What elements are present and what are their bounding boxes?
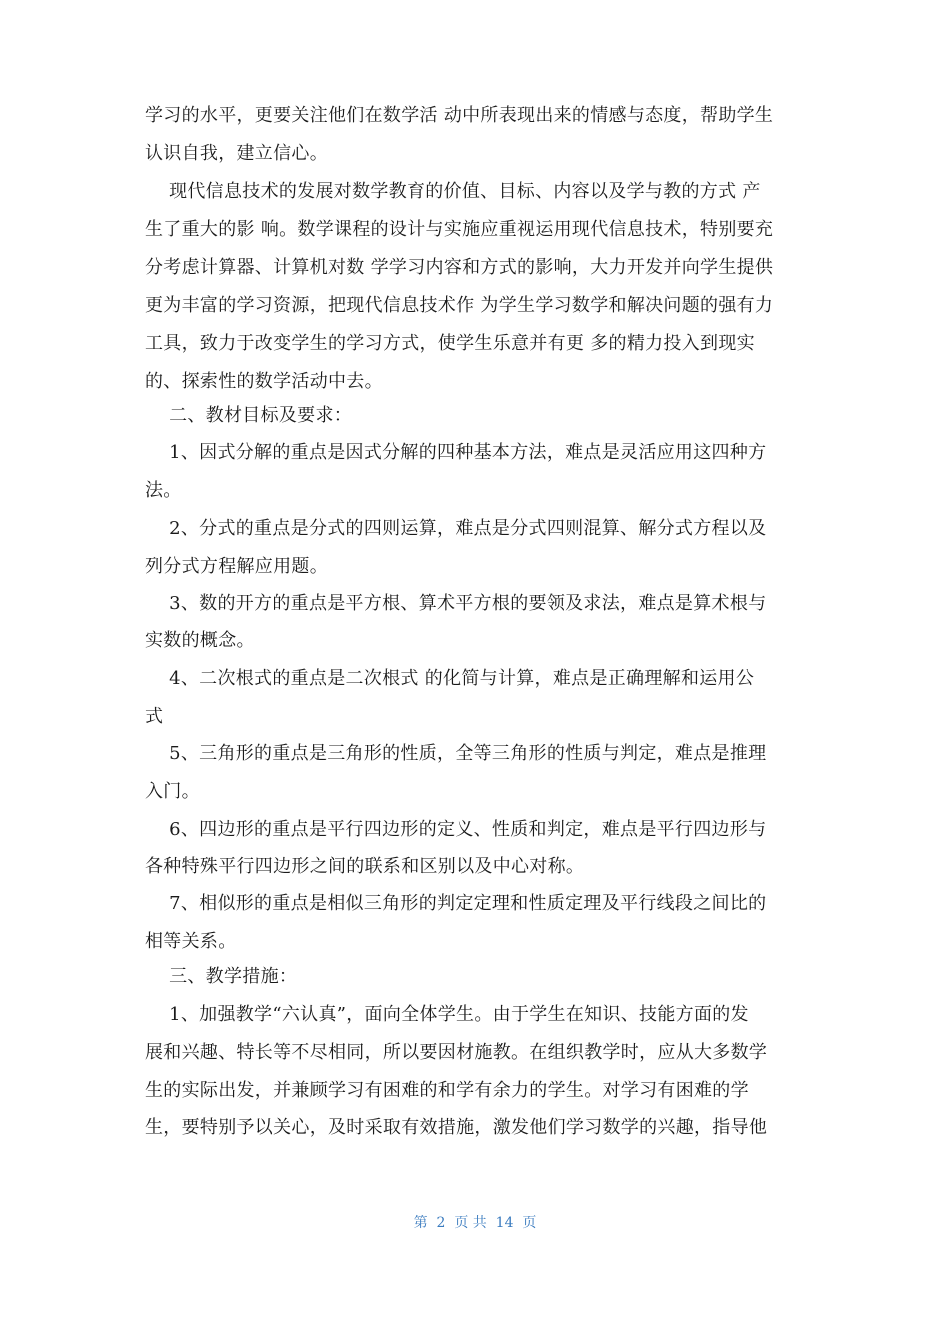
text-line: 4、二次根式的重点是二次根式 的化简与计算，难点是正确理解和运用公 bbox=[145, 668, 755, 689]
text-line: 认识自我，建立信心。 bbox=[145, 143, 328, 164]
page-number-footer: 第 2 页 共 14 页 bbox=[413, 1215, 537, 1231]
text-line: 生了重大的影 响。数学课程的设计与实施应重视运用现代信息技术，特别要充 bbox=[145, 219, 774, 240]
text-line: 入门。 bbox=[145, 781, 200, 802]
text-line: 生，要特别予以关心，及时采取有效措施，激发他们学习数学的兴趣，指导他 bbox=[145, 1117, 768, 1138]
text-line: 相等关系。 bbox=[145, 931, 237, 952]
text-line: 的、探索性的数学活动中去。 bbox=[145, 371, 383, 392]
text-line: 学习的水平，更要关注他们在数学活 动中所表现出来的情感与态度，帮助学生 bbox=[145, 105, 774, 126]
text-line: 展和兴趣、特长等不尽相同，所以要因材施教。在组织教学时，应从大多数学 bbox=[145, 1042, 768, 1063]
text-line: 分考虑计算器、计算机对数 学学习内容和方式的影响，大力开发并向学生提供 bbox=[145, 257, 774, 278]
text-line: 式 bbox=[145, 706, 164, 727]
text-line: 7、相似形的重点是相似三角形的判定定理和性质定理及平行线段之间比的 bbox=[145, 893, 767, 914]
section-heading: 二、教材目标及要求： bbox=[145, 405, 353, 426]
text-line: 实数的概念。 bbox=[145, 630, 255, 651]
text-line: 各种特殊平行四边形之间的联系和区别以及中心对称。 bbox=[145, 856, 585, 877]
text-line: 更为丰富的学习资源，把现代信息技术作 为学生学习数学和解决问题的强有力 bbox=[145, 295, 774, 316]
section-heading: 三、教学措施： bbox=[145, 966, 298, 987]
text-line: 现代信息技术的发展对数学教育的价值、目标、内容以及学与教的方式 产 bbox=[145, 181, 761, 202]
text-line: 1、加强教学“六认真”，面向全体学生。由于学生在知识、技能方面的发 bbox=[145, 1004, 749, 1025]
text-line: 1、因式分解的重点是因式分解的四种基本方法，难点是灵活应用这四种方 bbox=[145, 442, 767, 463]
text-line: 工具，致力于改变学生的学习方式，使学生乐意并有更 多的精力投入到现实 bbox=[145, 333, 755, 354]
text-line: 生的实际出发，并兼顾学习有困难的和学有余力的学生。对学习有困难的学 bbox=[145, 1080, 749, 1101]
text-line: 2、分式的重点是分式的四则运算，难点是分式四则混算、解分式方程以及 bbox=[145, 518, 767, 539]
text-line: 列分式方程解应用题。 bbox=[145, 556, 328, 577]
text-line: 3、数的开方的重点是平方根、算术平方根的要领及求法，难点是算术根与 bbox=[145, 593, 767, 614]
text-line: 5、三角形的重点是三角形的性质，全等三角形的性质与判定，难点是推理 bbox=[145, 743, 767, 764]
text-line: 6、四边形的重点是平行四边形的定义、性质和判定，难点是平行四边形与 bbox=[145, 819, 767, 840]
text-line: 法。 bbox=[145, 480, 182, 501]
